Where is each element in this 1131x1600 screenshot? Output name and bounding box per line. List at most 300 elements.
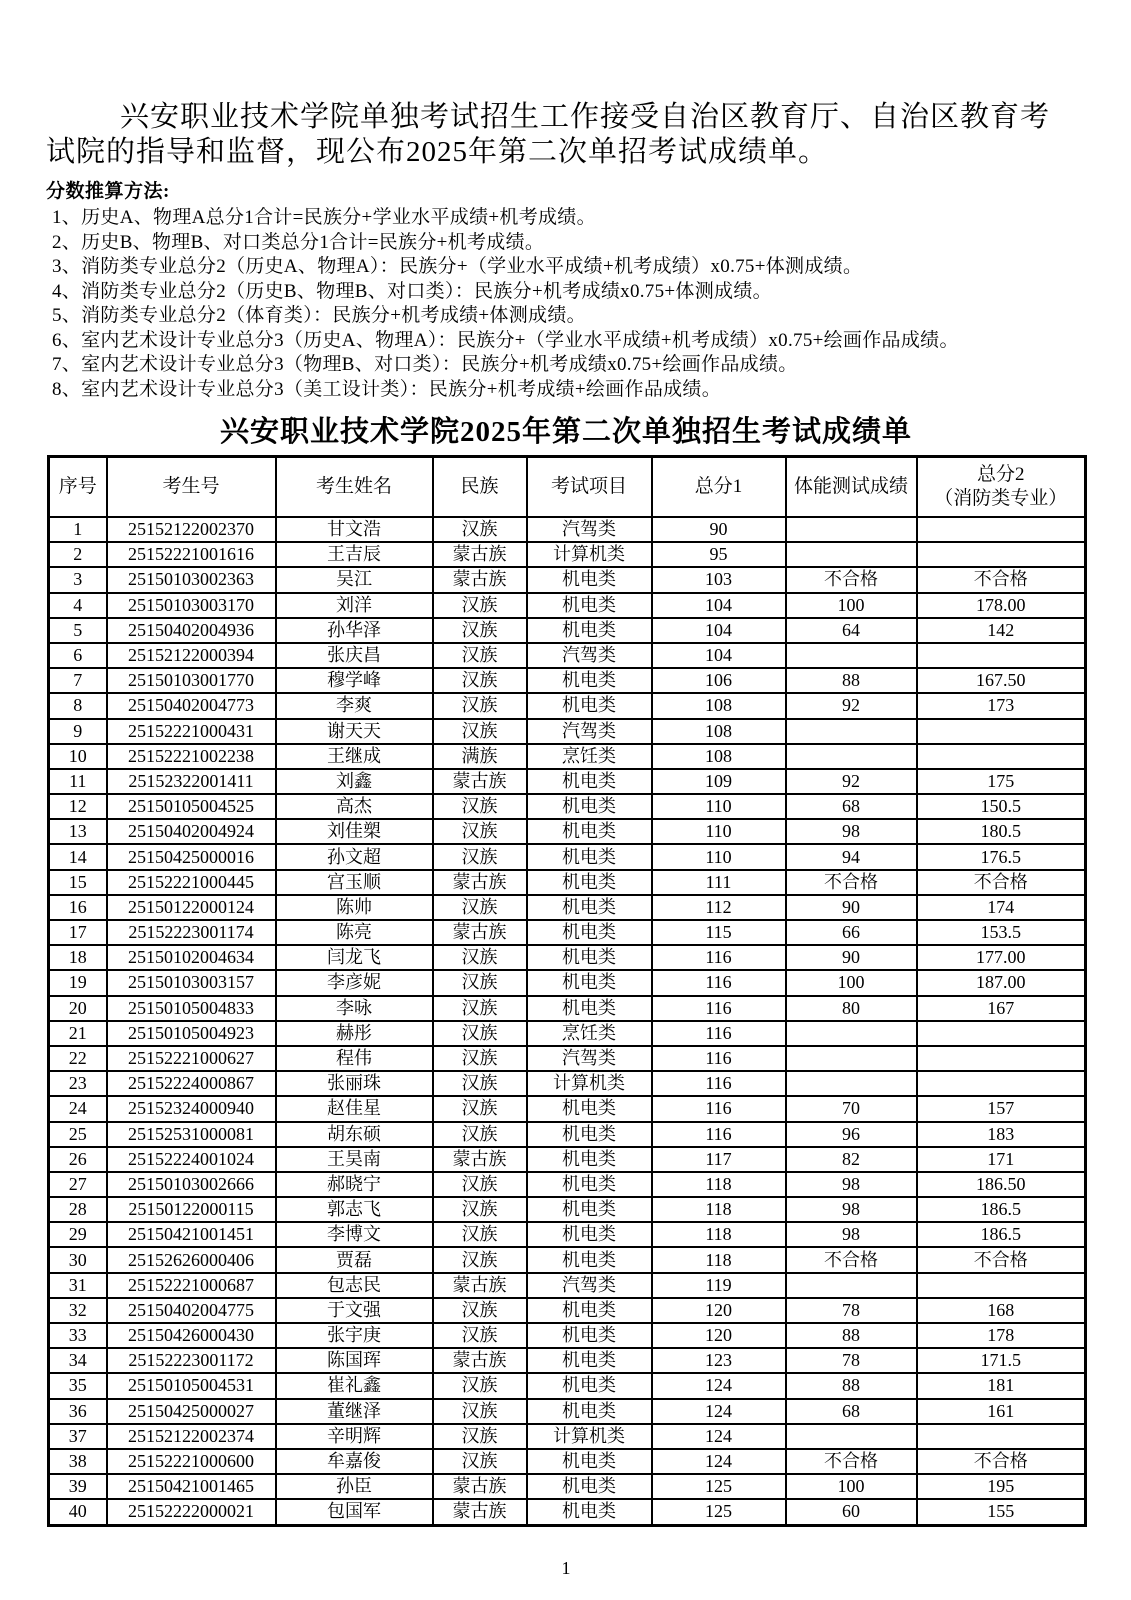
table-row — [49, 1424, 1086, 1449]
cell-score1: 106 — [652, 668, 786, 693]
cell-exam-id: 25150103002666 — [107, 1172, 276, 1197]
cell-ethnicity: 汉族 — [433, 945, 527, 970]
method-item: 5、消防类专业总分2（体育类）：民族分+机考成绩+体测成绩。 — [52, 305, 586, 326]
cell-exam-id: 25152531000081 — [107, 1122, 276, 1147]
cell-exam-category: 机电类 — [527, 819, 652, 844]
table-row — [49, 920, 1086, 945]
cell-index: 20 — [49, 996, 107, 1021]
table-row — [49, 996, 1086, 1021]
cell-ethnicity: 蒙古族 — [433, 769, 527, 794]
cell-ethnicity: 汉族 — [433, 693, 527, 718]
cell-name: 牟嘉俊 — [276, 1449, 433, 1474]
table-row — [49, 1348, 1086, 1373]
cell-score2: 178.00 — [917, 593, 1086, 618]
table-row — [49, 794, 1086, 819]
cell-ethnicity: 汉族 — [433, 719, 527, 744]
cell-exam-id: 25150426000430 — [107, 1323, 276, 1348]
table-row — [49, 567, 1086, 592]
cell-ethnicity: 汉族 — [433, 1449, 527, 1474]
cell-exam-id: 25150105004833 — [107, 996, 276, 1021]
cell-fitness-score — [786, 1071, 917, 1096]
cell-score1: 104 — [652, 618, 786, 643]
cell-score1: 109 — [652, 769, 786, 794]
cell-exam-category: 机电类 — [527, 870, 652, 895]
cell-score1: 116 — [652, 1122, 786, 1147]
cell-exam-id: 25152122000394 — [107, 643, 276, 668]
cell-exam-id: 25150122000124 — [107, 895, 276, 920]
cell-score2: 173 — [917, 693, 1086, 718]
cell-exam-category: 机电类 — [527, 1147, 652, 1172]
cell-index: 28 — [49, 1197, 107, 1222]
cell-name: 谢天天 — [276, 719, 433, 744]
cell-exam-id: 25152221001616 — [107, 542, 276, 567]
cell-name: 吴江 — [276, 567, 433, 592]
cell-score1: 116 — [652, 1046, 786, 1071]
cell-ethnicity: 汉族 — [433, 618, 527, 643]
cell-fitness-score: 98 — [786, 1222, 917, 1247]
cell-score2 — [917, 517, 1086, 542]
cell-exam-id: 25150105004923 — [107, 1021, 276, 1046]
cell-exam-category: 机电类 — [527, 1197, 652, 1222]
cell-fitness-score: 60 — [786, 1499, 917, 1525]
cell-name: 赵佳星 — [276, 1096, 433, 1121]
cell-ethnicity: 汉族 — [433, 1021, 527, 1046]
cell-score2: 171 — [917, 1147, 1086, 1172]
cell-exam-category: 机电类 — [527, 593, 652, 618]
cell-index: 5 — [49, 618, 107, 643]
cell-ethnicity: 汉族 — [433, 970, 527, 995]
cell-fitness-score — [786, 517, 917, 542]
cell-score2: 142 — [917, 618, 1086, 643]
cell-name: 穆学峰 — [276, 668, 433, 693]
cell-ethnicity: 汉族 — [433, 593, 527, 618]
cell-ethnicity: 汉族 — [433, 1096, 527, 1121]
cell-ethnicity: 汉族 — [433, 895, 527, 920]
cell-fitness-score: 78 — [786, 1298, 917, 1323]
cell-ethnicity: 蒙古族 — [433, 1499, 527, 1525]
cell-score1: 108 — [652, 744, 786, 769]
cell-fitness-score: 70 — [786, 1096, 917, 1121]
cell-index: 14 — [49, 844, 107, 869]
cell-score2: 183 — [917, 1122, 1086, 1147]
cell-score1: 116 — [652, 1096, 786, 1121]
cell-exam-category: 机电类 — [527, 794, 652, 819]
method-item: 4、消防类专业总分2（历史B、物理B、对口类）：民族分+机考成绩x0.75+体测成绩。 — [52, 280, 772, 302]
cell-exam-category: 烹饪类 — [527, 1021, 652, 1046]
cell-exam-category: 机电类 — [527, 1247, 652, 1272]
cell-name: 宫玉顺 — [276, 870, 433, 895]
cell-score2: 176.5 — [917, 844, 1086, 869]
cell-score2: 157 — [917, 1096, 1086, 1121]
cell-index: 32 — [49, 1298, 107, 1323]
cell-name: 程伟 — [276, 1046, 433, 1071]
cell-score1: 118 — [652, 1247, 786, 1272]
cell-name: 董继泽 — [276, 1399, 433, 1424]
cell-fitness-score: 68 — [786, 1399, 917, 1424]
cell-name: 李咏 — [276, 996, 433, 1021]
cell-exam-category: 机电类 — [527, 668, 652, 693]
cell-exam-id: 25152223001172 — [107, 1348, 276, 1373]
cell-index: 36 — [49, 1399, 107, 1424]
cell-index: 15 — [49, 870, 107, 895]
cell-exam-id: 25150105004525 — [107, 794, 276, 819]
cell-index: 37 — [49, 1424, 107, 1449]
cell-fitness-score: 90 — [786, 945, 917, 970]
cell-name: 李彦妮 — [276, 970, 433, 995]
cell-score2: 178 — [917, 1323, 1086, 1348]
cell-fitness-score — [786, 719, 917, 744]
cell-score1: 112 — [652, 895, 786, 920]
cell-ethnicity: 蒙古族 — [433, 1273, 527, 1298]
table-row — [49, 668, 1086, 693]
cell-fitness-score — [786, 643, 917, 668]
cell-fitness-score: 92 — [786, 769, 917, 794]
cell-exam-id: 25150102004634 — [107, 945, 276, 970]
cell-exam-id: 25150425000027 — [107, 1399, 276, 1424]
cell-index: 22 — [49, 1046, 107, 1071]
cell-exam-category: 机电类 — [527, 693, 652, 718]
table-row — [49, 1273, 1086, 1298]
cell-name: 闫龙飞 — [276, 945, 433, 970]
cell-name: 包志民 — [276, 1273, 433, 1298]
cell-score2: 不合格 — [917, 1449, 1086, 1474]
cell-fitness-score: 66 — [786, 920, 917, 945]
cell-fitness-score: 88 — [786, 1323, 917, 1348]
cell-name: 王继成 — [276, 744, 433, 769]
cell-score1: 111 — [652, 870, 786, 895]
cell-ethnicity: 汉族 — [433, 1071, 527, 1096]
cell-score1: 119 — [652, 1273, 786, 1298]
table-row — [49, 693, 1086, 718]
cell-exam-category: 机电类 — [527, 1449, 652, 1474]
cell-exam-category: 机电类 — [527, 1222, 652, 1247]
cell-name: 刘鑫 — [276, 769, 433, 794]
cell-ethnicity: 汉族 — [433, 1247, 527, 1272]
cell-exam-id: 25150103001770 — [107, 668, 276, 693]
cell-name: 胡东硕 — [276, 1122, 433, 1147]
cell-fitness-score: 88 — [786, 1373, 917, 1398]
cell-score2 — [917, 1273, 1086, 1298]
cell-exam-id: 25152224000867 — [107, 1071, 276, 1096]
cell-exam-category: 汽驾类 — [527, 643, 652, 668]
cell-exam-id: 25150402004936 — [107, 618, 276, 643]
intro-line-2: 试院的指导和监督，现公布2025年第二次单招考试成绩单。 — [46, 136, 829, 168]
cell-score1: 104 — [652, 593, 786, 618]
column-header-ethnicity: 民族 — [433, 457, 527, 518]
table-row — [49, 1071, 1086, 1096]
score-table-header — [49, 457, 1086, 518]
cell-score2: 174 — [917, 895, 1086, 920]
cell-score2 — [917, 643, 1086, 668]
cell-fitness-score: 90 — [786, 895, 917, 920]
cell-exam-category: 机电类 — [527, 567, 652, 592]
cell-score2 — [917, 1046, 1086, 1071]
table-row — [49, 1096, 1086, 1121]
cell-exam-id: 25150122000115 — [107, 1197, 276, 1222]
cell-exam-id: 25150103003157 — [107, 970, 276, 995]
cell-name: 郝晓宁 — [276, 1172, 433, 1197]
cell-exam-category: 机电类 — [527, 844, 652, 869]
cell-score1: 124 — [652, 1399, 786, 1424]
table-row — [49, 895, 1086, 920]
table-row — [49, 1499, 1086, 1525]
cell-ethnicity: 汉族 — [433, 844, 527, 869]
cell-index: 27 — [49, 1172, 107, 1197]
cell-index: 30 — [49, 1247, 107, 1272]
cell-score1: 118 — [652, 1197, 786, 1222]
cell-score2: 181 — [917, 1373, 1086, 1398]
cell-index: 29 — [49, 1222, 107, 1247]
cell-fitness-score: 100 — [786, 593, 917, 618]
table-row — [49, 1147, 1086, 1172]
cell-index: 2 — [49, 542, 107, 567]
cell-score1: 110 — [652, 794, 786, 819]
cell-name: 张丽珠 — [276, 1071, 433, 1096]
cell-score1: 95 — [652, 542, 786, 567]
cell-score1: 116 — [652, 970, 786, 995]
cell-name: 张宇庚 — [276, 1323, 433, 1348]
table-row — [49, 1298, 1086, 1323]
cell-exam-id: 25152222000021 — [107, 1499, 276, 1525]
cell-exam-category: 汽驾类 — [527, 517, 652, 542]
cell-name: 李博文 — [276, 1222, 433, 1247]
cell-exam-category: 机电类 — [527, 895, 652, 920]
cell-index: 17 — [49, 920, 107, 945]
cell-index: 8 — [49, 693, 107, 718]
cell-score2: 177.00 — [917, 945, 1086, 970]
cell-score1: 117 — [652, 1147, 786, 1172]
cell-fitness-score — [786, 1273, 917, 1298]
cell-fitness-score: 94 — [786, 844, 917, 869]
cell-exam-category: 机电类 — [527, 920, 652, 945]
cell-exam-id: 25152324000940 — [107, 1096, 276, 1121]
cell-score1: 110 — [652, 819, 786, 844]
table-row — [49, 1046, 1086, 1071]
cell-exam-category: 汽驾类 — [527, 719, 652, 744]
cell-exam-category: 机电类 — [527, 769, 652, 794]
cell-exam-category: 机电类 — [527, 945, 652, 970]
cell-score1: 116 — [652, 1021, 786, 1046]
cell-exam-category: 机电类 — [527, 1348, 652, 1373]
cell-exam-id: 25152224001024 — [107, 1147, 276, 1172]
table-row — [49, 1197, 1086, 1222]
cell-index: 12 — [49, 794, 107, 819]
cell-fitness-score — [786, 1021, 917, 1046]
cell-exam-id: 25150421001451 — [107, 1222, 276, 1247]
cell-score1: 120 — [652, 1298, 786, 1323]
cell-ethnicity: 汉族 — [433, 1373, 527, 1398]
cell-ethnicity: 汉族 — [433, 1323, 527, 1348]
cell-exam-id: 25150103003170 — [107, 593, 276, 618]
cell-index: 33 — [49, 1323, 107, 1348]
cell-score2: 167.50 — [917, 668, 1086, 693]
cell-score2: 187.00 — [917, 970, 1086, 995]
cell-ethnicity: 汉族 — [433, 1399, 527, 1424]
table-row — [49, 1474, 1086, 1499]
column-header-fitness-score: 体能测试成绩 — [786, 457, 917, 518]
cell-fitness-score: 不合格 — [786, 567, 917, 592]
cell-name: 孙臣 — [276, 1474, 433, 1499]
cell-score2: 175 — [917, 769, 1086, 794]
cell-name: 郭志飞 — [276, 1197, 433, 1222]
cell-exam-category: 汽驾类 — [527, 1046, 652, 1071]
cell-score2: 153.5 — [917, 920, 1086, 945]
cell-score2: 不合格 — [917, 870, 1086, 895]
cell-exam-category: 机电类 — [527, 1323, 652, 1348]
cell-score1: 103 — [652, 567, 786, 592]
cell-index: 34 — [49, 1348, 107, 1373]
cell-ethnicity: 汉族 — [433, 1197, 527, 1222]
score-table-body — [49, 517, 1086, 1525]
table-row — [49, 870, 1086, 895]
cell-exam-id: 25150402004773 — [107, 693, 276, 718]
cell-index: 24 — [49, 1096, 107, 1121]
cell-ethnicity: 蒙古族 — [433, 1348, 527, 1373]
cell-score2: 167 — [917, 996, 1086, 1021]
cell-ethnicity: 汉族 — [433, 1222, 527, 1247]
header-row — [49, 457, 1086, 518]
cell-exam-category: 汽驾类 — [527, 1273, 652, 1298]
cell-name: 李爽 — [276, 693, 433, 718]
cell-ethnicity: 汉族 — [433, 1298, 527, 1323]
cell-exam-category: 计算机类 — [527, 1424, 652, 1449]
cell-score1: 110 — [652, 844, 786, 869]
cell-index: 23 — [49, 1071, 107, 1096]
cell-fitness-score: 78 — [786, 1348, 917, 1373]
cell-name: 崔礼鑫 — [276, 1373, 433, 1398]
cell-exam-category: 计算机类 — [527, 1071, 652, 1096]
cell-index: 35 — [49, 1373, 107, 1398]
table-row — [49, 643, 1086, 668]
table-row — [49, 1449, 1086, 1474]
cell-score2: 155 — [917, 1499, 1086, 1525]
cell-name: 陈国珲 — [276, 1348, 433, 1373]
cell-score1: 116 — [652, 996, 786, 1021]
cell-exam-id: 25152122002370 — [107, 517, 276, 542]
cell-name: 贾磊 — [276, 1247, 433, 1272]
cell-fitness-score: 不合格 — [786, 1247, 917, 1272]
cell-name: 高杰 — [276, 794, 433, 819]
intro-paragraph — [46, 100, 1086, 170]
cell-score2 — [917, 719, 1086, 744]
cell-exam-category: 机电类 — [527, 1474, 652, 1499]
cell-ethnicity: 蒙古族 — [433, 1147, 527, 1172]
cell-fitness-score: 64 — [786, 618, 917, 643]
column-header-score2-line1: 总分2 — [976, 464, 1025, 485]
cell-score1: 116 — [652, 1071, 786, 1096]
cell-exam-category: 机电类 — [527, 1399, 652, 1424]
table-row — [49, 719, 1086, 744]
cell-ethnicity: 汉族 — [433, 996, 527, 1021]
cell-exam-id: 25150421001465 — [107, 1474, 276, 1499]
cell-score1: 108 — [652, 719, 786, 744]
cell-score2: 171.5 — [917, 1348, 1086, 1373]
cell-name: 王昊南 — [276, 1147, 433, 1172]
cell-ethnicity: 蒙古族 — [433, 870, 527, 895]
cell-score2: 180.5 — [917, 819, 1086, 844]
cell-index: 11 — [49, 769, 107, 794]
method-item: 2、历史B、物理B、对口类总分1合计=民族分+机考成绩。 — [52, 231, 545, 253]
table-row — [49, 517, 1086, 542]
score-table — [47, 455, 1087, 1527]
cell-fitness-score: 不合格 — [786, 1449, 917, 1474]
table-row — [49, 1222, 1086, 1247]
method-item: 6、室内艺术设计专业总分3（历史A、物理A）：民族分+（学业水平成绩+机考成绩）x0.75+绘画作品成绩。 — [52, 329, 959, 351]
cell-fitness-score — [786, 1046, 917, 1071]
cell-fitness-score: 100 — [786, 970, 917, 995]
column-header-name: 考生姓名 — [276, 457, 433, 518]
cell-ethnicity: 汉族 — [433, 517, 527, 542]
cell-fitness-score: 98 — [786, 1172, 917, 1197]
cell-name: 孙文超 — [276, 844, 433, 869]
cell-fitness-score: 88 — [786, 668, 917, 693]
cell-index: 9 — [49, 719, 107, 744]
cell-score2 — [917, 1424, 1086, 1449]
table-row — [49, 819, 1086, 844]
table-row — [49, 744, 1086, 769]
cell-score1: 123 — [652, 1348, 786, 1373]
cell-exam-category: 计算机类 — [527, 542, 652, 567]
cell-name: 刘佳槊 — [276, 819, 433, 844]
cell-score1: 108 — [652, 693, 786, 718]
cell-index: 25 — [49, 1122, 107, 1147]
cell-ethnicity: 汉族 — [433, 668, 527, 693]
method-item: 3、消防类专业总分2（历史A、物理A）：民族分+（学业水平成绩+机考成绩）x0.75+体测成绩。 — [52, 256, 863, 277]
cell-ethnicity: 汉族 — [433, 1172, 527, 1197]
cell-index: 7 — [49, 668, 107, 693]
cell-name: 甘文浩 — [276, 517, 433, 542]
cell-index: 3 — [49, 567, 107, 592]
cell-score2: 186.5 — [917, 1222, 1086, 1247]
table-row — [49, 1373, 1086, 1398]
cell-exam-id: 25150425000016 — [107, 844, 276, 869]
methods-heading: 分数推算方法: — [46, 181, 170, 202]
cell-index: 18 — [49, 945, 107, 970]
table-row — [49, 1399, 1086, 1424]
cell-index: 10 — [49, 744, 107, 769]
cell-exam-category: 机电类 — [527, 970, 652, 995]
cell-exam-id: 25152221000431 — [107, 719, 276, 744]
table-row — [49, 1021, 1086, 1046]
cell-exam-category: 烹饪类 — [527, 744, 652, 769]
cell-score2 — [917, 542, 1086, 567]
column-header-score1: 总分1 — [652, 457, 786, 518]
cell-exam-id: 25152221000445 — [107, 870, 276, 895]
cell-name: 陈帅 — [276, 895, 433, 920]
cell-score2: 不合格 — [917, 567, 1086, 592]
column-header-index: 序号 — [49, 457, 107, 518]
cell-score2 — [917, 1021, 1086, 1046]
cell-exam-category: 机电类 — [527, 618, 652, 643]
cell-exam-category: 机电类 — [527, 1499, 652, 1525]
method-item: 8、室内艺术设计专业总分3（美工设计类）：民族分+机考成绩+绘画作品成绩。 — [52, 378, 722, 400]
column-header-score2 — [917, 457, 1086, 518]
cell-index: 1 — [49, 517, 107, 542]
cell-name: 刘洋 — [276, 593, 433, 618]
cell-exam-category: 机电类 — [527, 1373, 652, 1398]
cell-fitness-score: 不合格 — [786, 870, 917, 895]
column-header-exam-id: 考生号 — [107, 457, 276, 518]
table-row — [49, 1172, 1086, 1197]
cell-score2: 186.5 — [917, 1197, 1086, 1222]
intro-line-1: 兴安职业技术学院单独考试招生工作接受自治区教育厅、自治区教育考 — [120, 101, 1051, 133]
cell-fitness-score: 98 — [786, 1197, 917, 1222]
table-row — [49, 542, 1086, 567]
cell-score1: 90 — [652, 517, 786, 542]
table-row — [49, 769, 1086, 794]
table-row — [49, 1122, 1086, 1147]
cell-score1: 125 — [652, 1499, 786, 1525]
